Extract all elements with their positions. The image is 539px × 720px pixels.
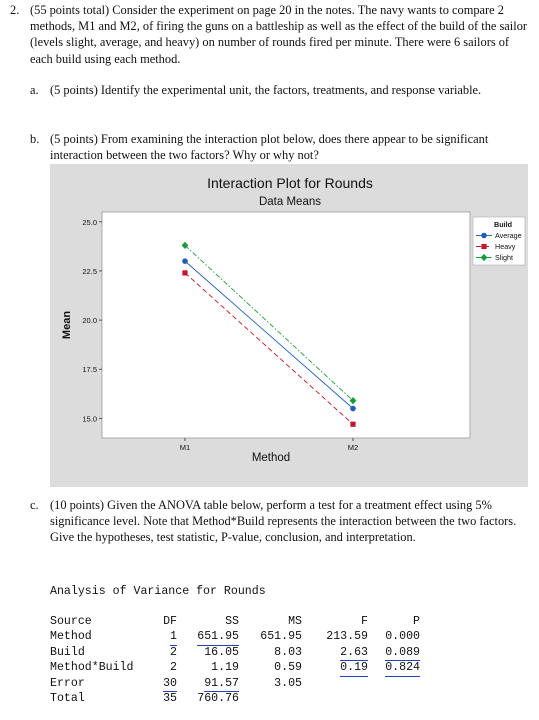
- anova-cell: 0.19: [340, 660, 368, 676]
- y-tick-label: 25.0: [82, 217, 97, 227]
- question-text: (55 points total) Consider the experiment on page 20 in the notes. The navy wants to compare 2 methods, M1 and M2, of firing the guns on a battleship as well as the effect of the build of the sailor (levels slight, average, and heavy) on number of rounds fired per minute. There were 6 sailors of each build using each method.: [30, 3, 528, 66]
- plot-area: [102, 212, 470, 438]
- y-tick-label: 17.5: [82, 365, 97, 375]
- anova-cell: 3.05: [274, 676, 302, 690]
- anova-cell: 0.824: [385, 660, 420, 676]
- anova-header-f: F: [361, 615, 368, 628]
- part-a-label: a.: [30, 83, 39, 97]
- anova-cell: 1: [170, 629, 177, 645]
- anova-cell: 91.57: [204, 676, 239, 692]
- anova-cell: 35: [163, 692, 177, 705]
- x-tick-label: M2: [347, 443, 359, 452]
- part-c-label: c.: [30, 498, 39, 512]
- chart-subtitle: Data Means: [258, 196, 322, 208]
- question-2: [10, 2, 530, 67]
- anova-source-label: Build: [50, 645, 85, 659]
- anova-header-ms: MS: [288, 615, 302, 628]
- x-tick-label: M1: [179, 443, 191, 452]
- anova-source-label: Error: [50, 676, 85, 690]
- anova-header-source: Source: [50, 615, 92, 628]
- data-point-average: [182, 258, 188, 264]
- anova-source-label: Method*Build: [50, 661, 134, 675]
- data-point-heavy: [350, 422, 355, 427]
- interaction-plot: [50, 164, 528, 487]
- anova-title: Analysis of Variance for Rounds: [50, 585, 266, 598]
- anova-source-label: Total: [50, 692, 85, 705]
- part-c: [30, 497, 520, 546]
- question-number: 2.: [10, 3, 20, 17]
- anova-cell: 0.59: [274, 661, 302, 675]
- legend-title: Build: [494, 220, 512, 229]
- anova-cell: 651.95: [260, 630, 302, 644]
- anova-cell: 760.76: [197, 692, 239, 705]
- anova-cell: 2: [170, 645, 177, 659]
- legend-label-average: Average: [495, 231, 522, 240]
- data-point-average: [350, 406, 356, 412]
- part-b-label: b.: [30, 132, 40, 146]
- anova-header-df: DF: [163, 615, 177, 628]
- anova-cell: 30: [163, 676, 177, 692]
- y-tick-label: 20.0: [82, 316, 97, 326]
- part-b: [30, 131, 520, 163]
- legend-label-heavy: Heavy: [495, 242, 516, 251]
- part-c-text: (10 points) Given the ANOVA table below, perform a test for a treatment effect using 5% significance level. Note that Method*Build represents the interaction between the two factors. Give the hypotheses, test statistic, P-value, conclusion, and interpretation.: [50, 498, 517, 545]
- part-a-text: (5 points) Identify the experimental unit, the factors, treatments, and response variable.: [50, 83, 482, 97]
- y-tick-label: 15.0: [82, 414, 97, 424]
- anova-cell: 8.03: [274, 645, 302, 659]
- y-axis-label: Mean: [61, 310, 73, 340]
- anova-cell: 0.089: [385, 645, 420, 661]
- anova-cell: 2.63: [340, 645, 368, 661]
- part-a: [30, 82, 520, 98]
- anova-header-ss: SS: [225, 615, 239, 628]
- anova-cell: 651.95: [197, 629, 239, 645]
- y-tick-label: 22.5: [82, 266, 97, 276]
- anova-cell: 2: [170, 661, 177, 675]
- part-b-text: (5 points) From examining the interaction plot below, does there appear to be significant interaction between the two factors? Why or why not?: [50, 132, 489, 163]
- legend-marker-average: [481, 233, 487, 239]
- anova-cell: 213.59: [326, 630, 368, 644]
- chart-title: Interaction Plot for Rounds: [207, 175, 373, 191]
- x-axis-label: Method: [251, 452, 291, 464]
- anova-header-p: P: [413, 615, 420, 628]
- data-point-heavy: [182, 270, 187, 275]
- legend-marker-heavy: [481, 244, 486, 249]
- anova-source-label: Method: [50, 630, 92, 644]
- anova-cell: 16.05: [204, 645, 239, 659]
- legend: [473, 217, 525, 265]
- anova-cell: 1.19: [211, 661, 239, 675]
- legend-label-slight: Slight: [495, 253, 513, 262]
- anova-cell: 0.000: [385, 630, 420, 644]
